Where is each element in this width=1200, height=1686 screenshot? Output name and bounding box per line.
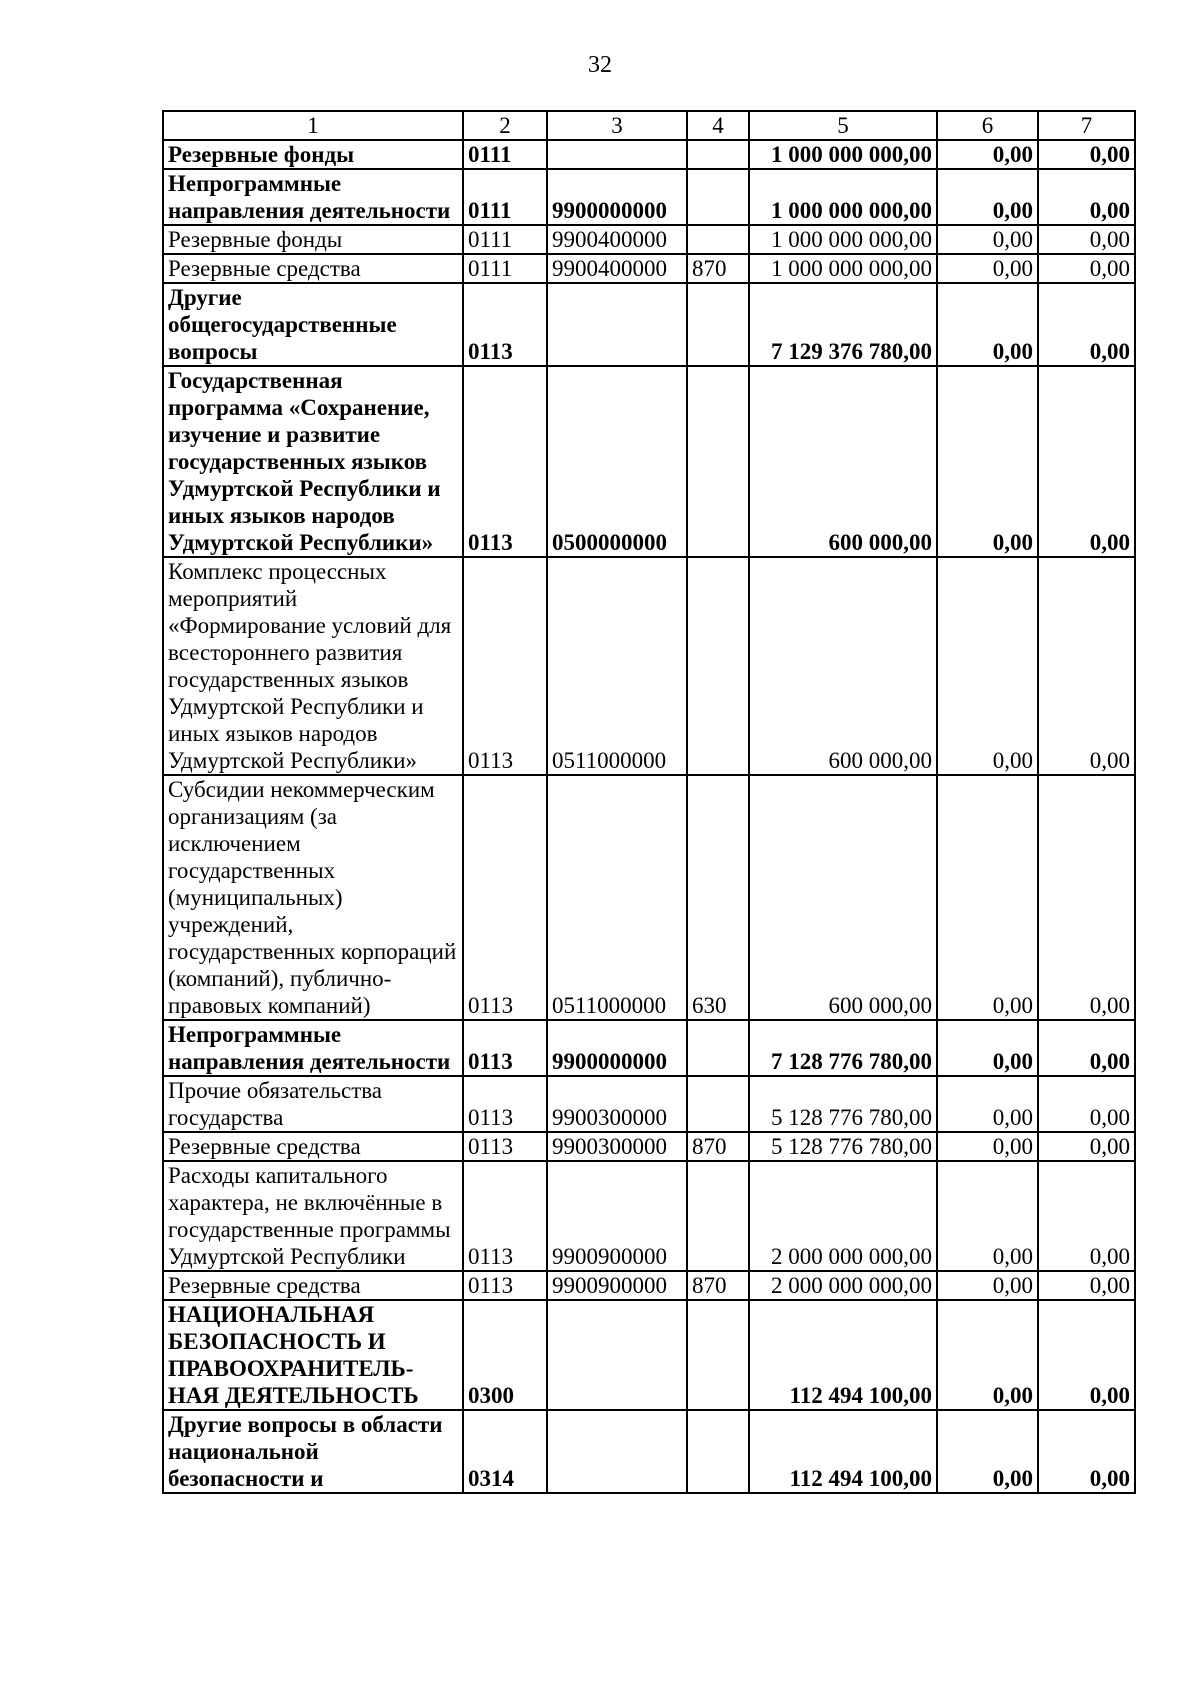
expense-type-cell <box>687 225 749 254</box>
amount-cell: 0,00 <box>1038 557 1135 775</box>
target-code-cell: 9900000000 <box>547 1020 687 1076</box>
row-name-cell: Резервные средства <box>163 254 463 283</box>
row-name-cell: Резервные фонды <box>163 225 463 254</box>
target-code-cell: 9900400000 <box>547 254 687 283</box>
section-code-cell: 0111 <box>463 225 547 254</box>
table-row <box>163 1410 1135 1493</box>
target-code-cell <box>547 283 687 366</box>
expense-type-cell <box>687 140 749 169</box>
row-name-cell: Другие общегосударственные вопросы <box>163 283 463 366</box>
amount-cell: 1 000 000 000,00 <box>749 140 937 169</box>
amount-cell: 2 000 000 000,00 <box>749 1271 937 1300</box>
amount-cell: 0,00 <box>1038 1020 1135 1076</box>
column-header: 2 <box>463 111 547 140</box>
row-name-cell: Другие вопросы в области национальной безопасности и <box>163 1410 463 1493</box>
section-code-cell: 0113 <box>463 775 547 1020</box>
target-code-cell <box>547 1300 687 1410</box>
expense-type-cell: 870 <box>687 254 749 283</box>
amount-cell: 5 128 776 780,00 <box>749 1076 937 1132</box>
target-code-cell: 9900000000 <box>547 169 687 225</box>
target-code-cell: 0511000000 <box>547 557 687 775</box>
amount-cell: 0,00 <box>937 283 1038 366</box>
amount-cell: 0,00 <box>1038 1076 1135 1132</box>
amount-cell: 112 494 100,00 <box>749 1300 937 1410</box>
target-code-cell: 9900900000 <box>547 1271 687 1300</box>
row-name-cell: Резервные средства <box>163 1132 463 1161</box>
amount-cell: 0,00 <box>937 225 1038 254</box>
expense-type-cell <box>687 283 749 366</box>
amount-cell: 0,00 <box>1038 775 1135 1020</box>
section-code-cell: 0300 <box>463 1300 547 1410</box>
amount-cell: 0,00 <box>937 254 1038 283</box>
section-code-cell: 0111 <box>463 169 547 225</box>
amount-cell: 0,00 <box>1038 283 1135 366</box>
section-code-cell: 0113 <box>463 1132 547 1161</box>
row-name-cell: Комплекс процессных мероприятий «Формирование условий для всестороннего развития государственных языков Удмуртской Республики и иных языков народов Удмуртской Республики» <box>163 557 463 775</box>
target-code-cell <box>547 140 687 169</box>
expense-type-cell: 870 <box>687 1132 749 1161</box>
column-header: 6 <box>937 111 1038 140</box>
table-row <box>163 775 1135 1020</box>
table-row <box>163 254 1135 283</box>
expense-type-cell <box>687 1161 749 1271</box>
row-name-cell: Прочие обязательства государства <box>163 1076 463 1132</box>
section-code-cell: 0113 <box>463 366 547 557</box>
expense-type-cell: 870 <box>687 1271 749 1300</box>
amount-cell: 5 128 776 780,00 <box>749 1132 937 1161</box>
expense-type-cell <box>687 1300 749 1410</box>
table-header-row <box>163 111 1135 140</box>
row-name-cell: Расходы капитального характера, не включённые в государственные программы Удмуртской Республики <box>163 1161 463 1271</box>
column-header: 5 <box>749 111 937 140</box>
expense-type-cell: 630 <box>687 775 749 1020</box>
row-name-cell: Непрограммные направления деятельности <box>163 169 463 225</box>
table-row <box>163 140 1135 169</box>
section-code-cell: 0113 <box>463 1161 547 1271</box>
expense-type-cell <box>687 1410 749 1493</box>
expense-type-cell <box>687 557 749 775</box>
table-row <box>163 1271 1135 1300</box>
table-row <box>163 225 1135 254</box>
amount-cell: 112 494 100,00 <box>749 1410 937 1493</box>
section-code-cell: 0111 <box>463 254 547 283</box>
target-code-cell: 0511000000 <box>547 775 687 1020</box>
amount-cell: 0,00 <box>1038 366 1135 557</box>
amount-cell: 0,00 <box>937 169 1038 225</box>
target-code-cell: 9900900000 <box>547 1161 687 1271</box>
amount-cell: 0,00 <box>937 1020 1038 1076</box>
amount-cell: 7 128 776 780,00 <box>749 1020 937 1076</box>
target-code-cell <box>547 1410 687 1493</box>
row-name-cell: Субсидии некоммерческим организациям (за исключением государственных (муниципальных) учреждений, государственных корпораций (компаний), публично-правовых компаний) <box>163 775 463 1020</box>
table-row <box>163 1076 1135 1132</box>
amount-cell: 0,00 <box>937 1161 1038 1271</box>
amount-cell: 0,00 <box>1038 169 1135 225</box>
target-code-cell: 9900300000 <box>547 1132 687 1161</box>
amount-cell: 0,00 <box>1038 225 1135 254</box>
row-name-cell: НАЦИОНАЛЬНАЯ БЕЗОПАСНОСТЬ И ПРАВООХРАНИТЕЛЬ-НАЯ ДЕЯТЕЛЬНОСТЬ <box>163 1300 463 1410</box>
expense-type-cell <box>687 169 749 225</box>
amount-cell: 600 000,00 <box>749 557 937 775</box>
amount-cell: 0,00 <box>937 1076 1038 1132</box>
target-code-cell: 9900300000 <box>547 1076 687 1132</box>
table-row <box>163 1161 1135 1271</box>
table-row <box>163 1300 1135 1410</box>
target-code-cell: 0500000000 <box>547 366 687 557</box>
amount-cell: 0,00 <box>937 140 1038 169</box>
section-code-cell: 0113 <box>463 1271 547 1300</box>
amount-cell: 0,00 <box>1038 1271 1135 1300</box>
amount-cell: 600 000,00 <box>749 366 937 557</box>
amount-cell: 0,00 <box>1038 1161 1135 1271</box>
column-header: 3 <box>547 111 687 140</box>
amount-cell: 0,00 <box>1038 254 1135 283</box>
amount-cell: 0,00 <box>1038 140 1135 169</box>
expense-type-cell <box>687 1020 749 1076</box>
amount-cell: 1 000 000 000,00 <box>749 254 937 283</box>
section-code-cell: 0113 <box>463 1020 547 1076</box>
row-name-cell: Резервные фонды <box>163 140 463 169</box>
section-code-cell: 0314 <box>463 1410 547 1493</box>
section-code-cell: 0111 <box>463 140 547 169</box>
section-code-cell: 0113 <box>463 283 547 366</box>
table-row <box>163 1132 1135 1161</box>
amount-cell: 7 129 376 780,00 <box>749 283 937 366</box>
amount-cell: 0,00 <box>937 557 1038 775</box>
amount-cell: 0,00 <box>1038 1300 1135 1410</box>
amount-cell: 0,00 <box>937 1271 1038 1300</box>
budget-table <box>162 110 1136 1494</box>
row-name-cell: Государственная программа «Сохранение, изучение и развитие государственных языков Удмуртской Республики и иных языков народов Удмуртской Республики» <box>163 366 463 557</box>
row-name-cell: Непрограммные направления деятельности <box>163 1020 463 1076</box>
amount-cell: 1 000 000 000,00 <box>749 225 937 254</box>
column-header: 7 <box>1038 111 1135 140</box>
amount-cell: 0,00 <box>1038 1410 1135 1493</box>
table-row <box>163 557 1135 775</box>
section-code-cell: 0113 <box>463 557 547 775</box>
target-code-cell: 9900400000 <box>547 225 687 254</box>
amount-cell: 0,00 <box>937 1410 1038 1493</box>
amount-cell: 0,00 <box>937 1300 1038 1410</box>
page-number: 32 <box>588 52 612 78</box>
table-row <box>163 1020 1135 1076</box>
amount-cell: 0,00 <box>937 775 1038 1020</box>
section-code-cell: 0113 <box>463 1076 547 1132</box>
column-header: 1 <box>163 111 463 140</box>
table-row <box>163 283 1135 366</box>
amount-cell: 0,00 <box>937 366 1038 557</box>
amount-cell: 1 000 000 000,00 <box>749 169 937 225</box>
table-row <box>163 169 1135 225</box>
amount-cell: 0,00 <box>1038 1132 1135 1161</box>
expense-type-cell <box>687 366 749 557</box>
amount-cell: 600 000,00 <box>749 775 937 1020</box>
row-name-cell: Резервные средства <box>163 1271 463 1300</box>
amount-cell: 2 000 000 000,00 <box>749 1161 937 1271</box>
column-header: 4 <box>687 111 749 140</box>
amount-cell: 0,00 <box>937 1132 1038 1161</box>
expense-type-cell <box>687 1076 749 1132</box>
table-row <box>163 366 1135 557</box>
